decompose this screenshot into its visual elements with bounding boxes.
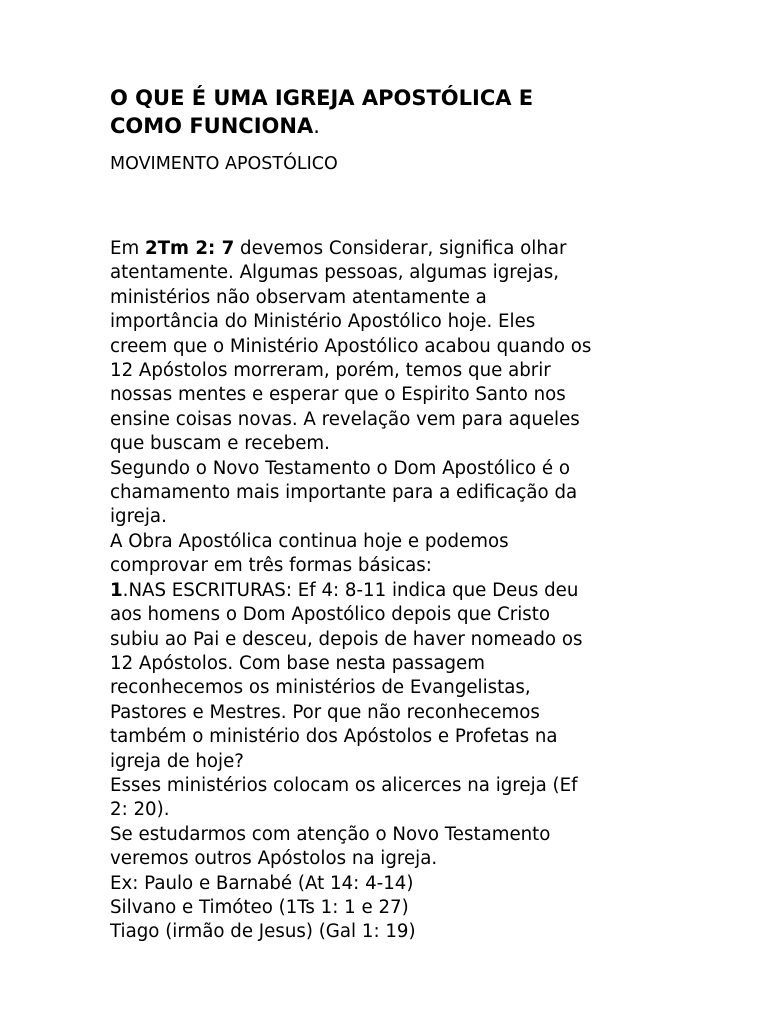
body-line: Ex: Paulo e Barnabé (At 14: 4-14) <box>110 872 414 894</box>
body-line: igreja. <box>110 506 167 528</box>
document-subtitle: MOVIMENTO APOSTÓLICO <box>110 154 338 174</box>
body-line: Pastores e Mestres. Por que não reconhecemos <box>110 701 540 723</box>
body-line: Se estudarmos com atenção o Novo Testamento <box>110 823 551 845</box>
list-item-number: 1 <box>110 579 123 601</box>
body-line: 2: 20). <box>110 799 170 821</box>
title-line-2-text: COMO FUNCIONA <box>110 114 314 138</box>
title-line-2 <box>110 112 670 140</box>
body-line: chamamento mais importante para a edificação da <box>110 482 578 504</box>
list-item-1-text: .NAS ESCRITURAS: Ef 4: 8-11 indica que Deus deu <box>122 579 579 601</box>
body-line: veremos outros Apóstolos na igreja. <box>110 848 438 870</box>
body-line: Esses ministérios colocam os alicerces na igreja (Ef <box>110 774 578 796</box>
body-line: nossas mentes e esperar que o Espirito Santo nos <box>110 384 566 406</box>
body-line-1 <box>110 237 670 261</box>
body-line: ministérios não observam atentamente a <box>110 286 487 308</box>
body-line: creem que o Ministério Apostólico acabou quando os <box>110 335 592 357</box>
body-line: aos homens o Dom Apostólico depois que Cristo <box>110 604 550 626</box>
body-line: reconhecemos os ministérios de Evangelistas, <box>110 677 531 699</box>
body-line: também o ministério dos Apóstolos e Profetas na <box>110 726 558 748</box>
body-line: subiu ao Pai e desceu, depois de haver nomeado os <box>110 628 583 650</box>
title-period: . <box>313 114 320 138</box>
body-line: 12 Apóstolos. Com base nesta passagem <box>110 652 485 674</box>
body-line: ensine coisas novas. A revelação vem para aqueles <box>110 408 580 430</box>
title-line-1: O QUE É UMA IGREJA APOSTÓLICA E <box>110 86 534 110</box>
body-line: Tiago (irmão de Jesus) (Gal 1: 19) <box>110 921 416 943</box>
body-line-1-rest: devemos Considerar, significa olhar <box>234 238 567 259</box>
body-line: Segundo o Novo Testamento o Dom Apostólico é o <box>110 457 571 479</box>
document-page <box>110 84 670 945</box>
list-item-1-line-1 <box>110 579 670 603</box>
document-body <box>110 237 670 945</box>
body-line: A Obra Apostólica continua hoje e podemos <box>110 530 509 552</box>
body-line-1-prefix: Em <box>110 238 145 259</box>
body-line: atentamente. Algumas pessoas, algumas igrejas, <box>110 262 559 284</box>
document-title <box>110 84 670 140</box>
body-line: Silvano e Timóteo (1Ts 1: 1 e 27) <box>110 896 409 918</box>
body-line: que buscam e recebem. <box>110 433 330 455</box>
body-line: comprovar em três formas básicas: <box>110 555 432 577</box>
body-line: igreja de hoje? <box>110 750 244 772</box>
body-line: 12 Apóstolos morreram, porém, temos que abrir <box>110 360 551 382</box>
scripture-reference: 2Tm 2: 7 <box>145 238 235 259</box>
body-line: importância do Ministério Apostólico hoje. Eles <box>110 311 536 333</box>
